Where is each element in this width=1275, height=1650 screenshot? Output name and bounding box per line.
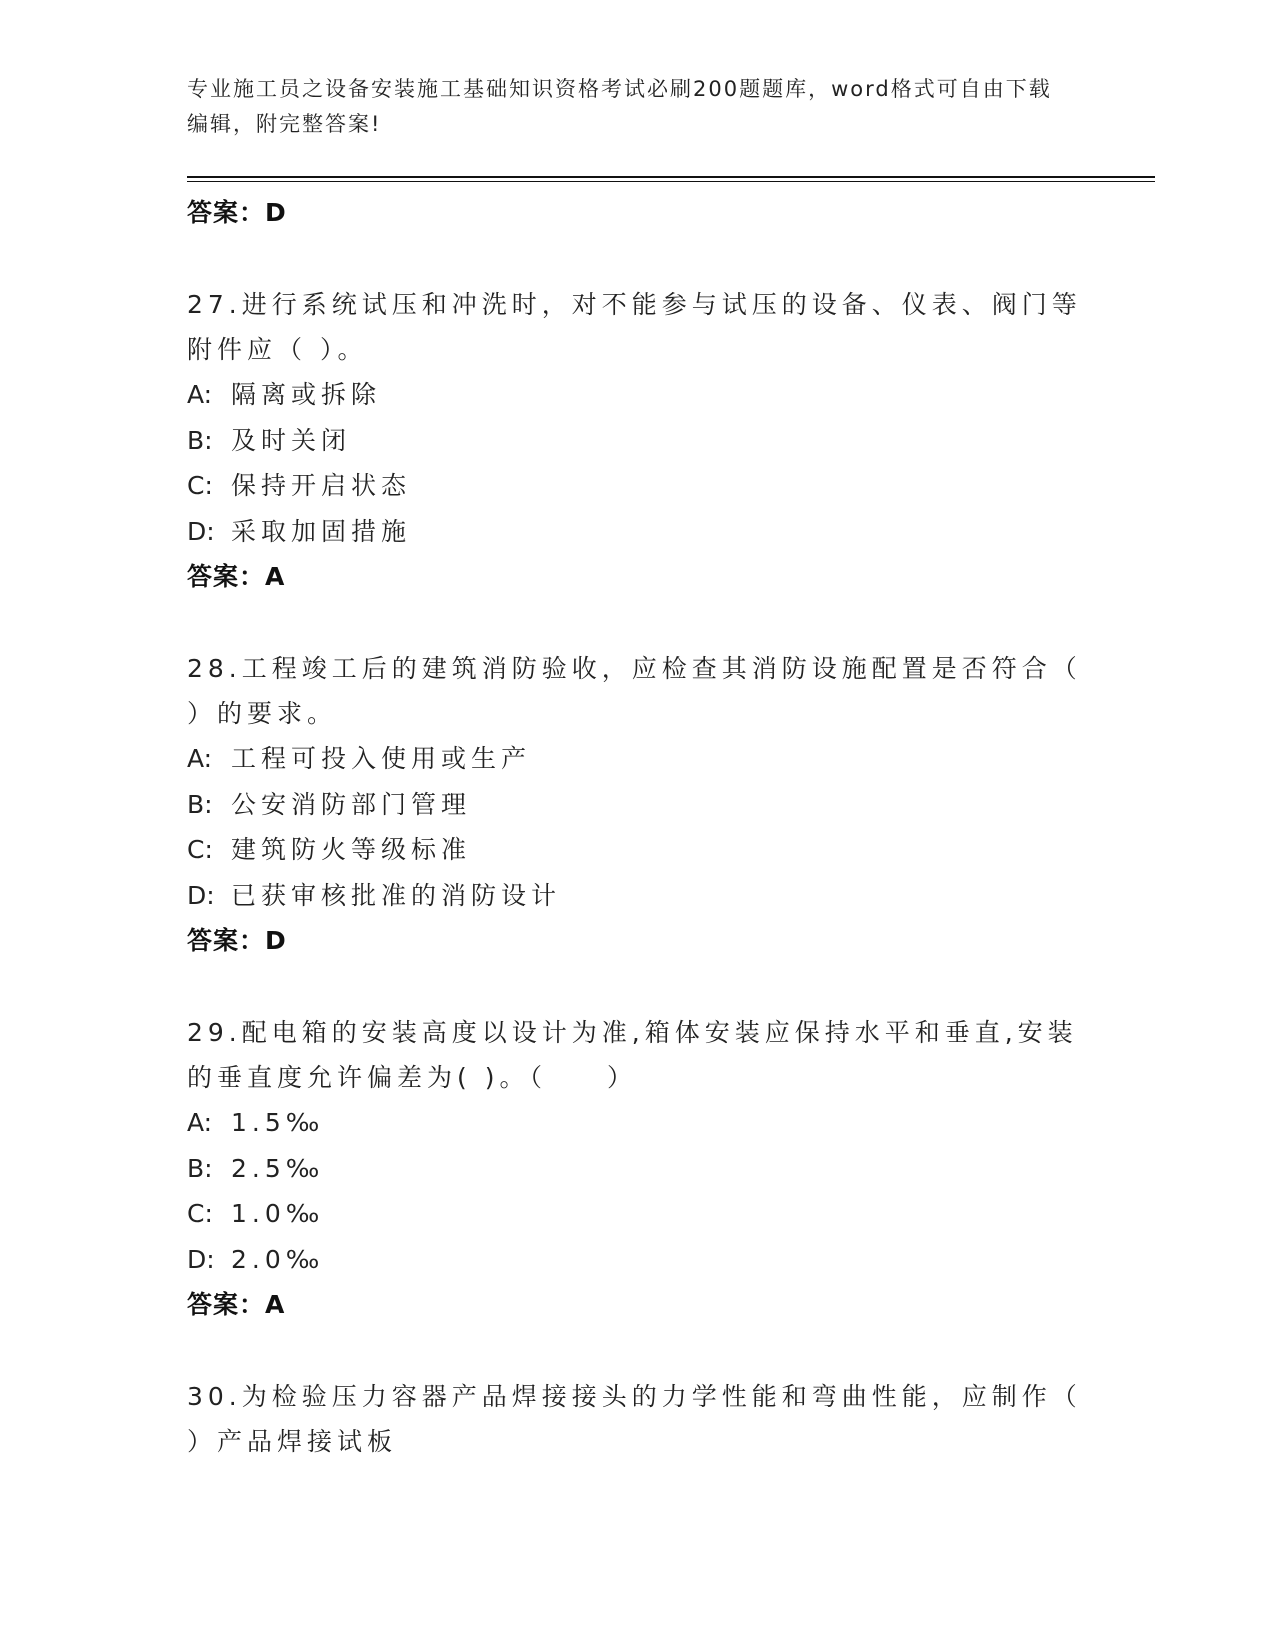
option-key: A: xyxy=(187,380,213,409)
option-key: B: xyxy=(187,789,213,819)
option-c xyxy=(187,463,1087,509)
option-key: C: xyxy=(187,835,213,864)
option-b xyxy=(187,782,1087,828)
option-key: D: xyxy=(187,880,215,910)
answer-label: 答案： xyxy=(187,1290,266,1319)
question-text: 29.配电箱的安装高度以设计为准,箱体安装应保持水平和垂直,安装的垂直度允许偏差为( )。（ ） xyxy=(187,1018,1078,1092)
answer-line xyxy=(187,554,1087,599)
answer-value: D xyxy=(265,198,287,227)
option-text: 公安消防部门管理 xyxy=(231,789,472,819)
option-c xyxy=(187,827,1087,873)
question-text: 28.工程竣工后的建筑消防验收，应检查其消防设施配置是否符合（ ）的要求。 xyxy=(187,654,1082,728)
answer-label: 答案： xyxy=(187,562,266,591)
option-key: D: xyxy=(187,516,215,546)
option-key: C: xyxy=(187,471,213,500)
answer-line-prev xyxy=(187,190,1087,235)
question-28 xyxy=(187,646,1087,963)
option-text: 及时关闭 xyxy=(231,425,352,455)
option-text: 隔离或拆除 xyxy=(231,380,382,409)
header-rule-thick xyxy=(187,176,1155,178)
question-text: 30.为检验压力容器产品焊接接头的力学性能和弯曲性能，应制作（ ）产品焊接试板 xyxy=(187,1382,1082,1456)
option-a xyxy=(187,372,1087,418)
answer-line xyxy=(187,1282,1087,1327)
option-text: 建筑防火等级标准 xyxy=(231,835,472,864)
option-key: D: xyxy=(187,1244,215,1274)
option-d xyxy=(187,509,1087,555)
option-c xyxy=(187,1191,1087,1237)
question-30 xyxy=(187,1374,1087,1464)
answer-value: D xyxy=(265,926,287,955)
answer-label: 答案： xyxy=(187,198,266,227)
option-key: A: xyxy=(187,744,213,773)
option-b xyxy=(187,418,1087,464)
question-text: 27.进行系统试压和冲洗时，对不能参与试压的设备、仪表、阀门等附件应（ ）。 xyxy=(187,290,1082,364)
answer-label: 答案： xyxy=(187,926,266,955)
question-29 xyxy=(187,1010,1087,1327)
page-header: 专业施工员之设备安装施工基础知识资格考试必刷200题题库，word格式可自由下载编辑，附完整答案! xyxy=(187,77,1052,136)
option-text: 2.0‰ xyxy=(231,1244,325,1274)
option-b xyxy=(187,1146,1087,1192)
option-text: 采取加固措施 xyxy=(231,516,412,546)
option-text: 1.0‰ xyxy=(231,1199,325,1228)
option-d xyxy=(187,873,1087,919)
answer-value: A xyxy=(265,1290,286,1319)
option-key: C: xyxy=(187,1199,213,1228)
option-a xyxy=(187,736,1087,782)
option-key: B: xyxy=(187,1153,213,1183)
header-rule-thin xyxy=(187,181,1155,182)
option-text: 保持开启状态 xyxy=(231,471,412,500)
option-text: 工程可投入使用或生产 xyxy=(231,744,532,773)
question-27 xyxy=(187,282,1087,599)
answer-line xyxy=(187,918,1087,963)
option-key: A: xyxy=(187,1108,213,1137)
option-a xyxy=(187,1100,1087,1146)
option-text: 1.5‰ xyxy=(231,1108,325,1137)
option-text: 2.5‰ xyxy=(231,1153,325,1183)
question-content xyxy=(187,190,1087,1464)
answer-value: A xyxy=(265,562,286,591)
option-key: B: xyxy=(187,425,213,455)
option-d xyxy=(187,1237,1087,1283)
option-text: 已获审核批准的消防设计 xyxy=(231,880,562,910)
